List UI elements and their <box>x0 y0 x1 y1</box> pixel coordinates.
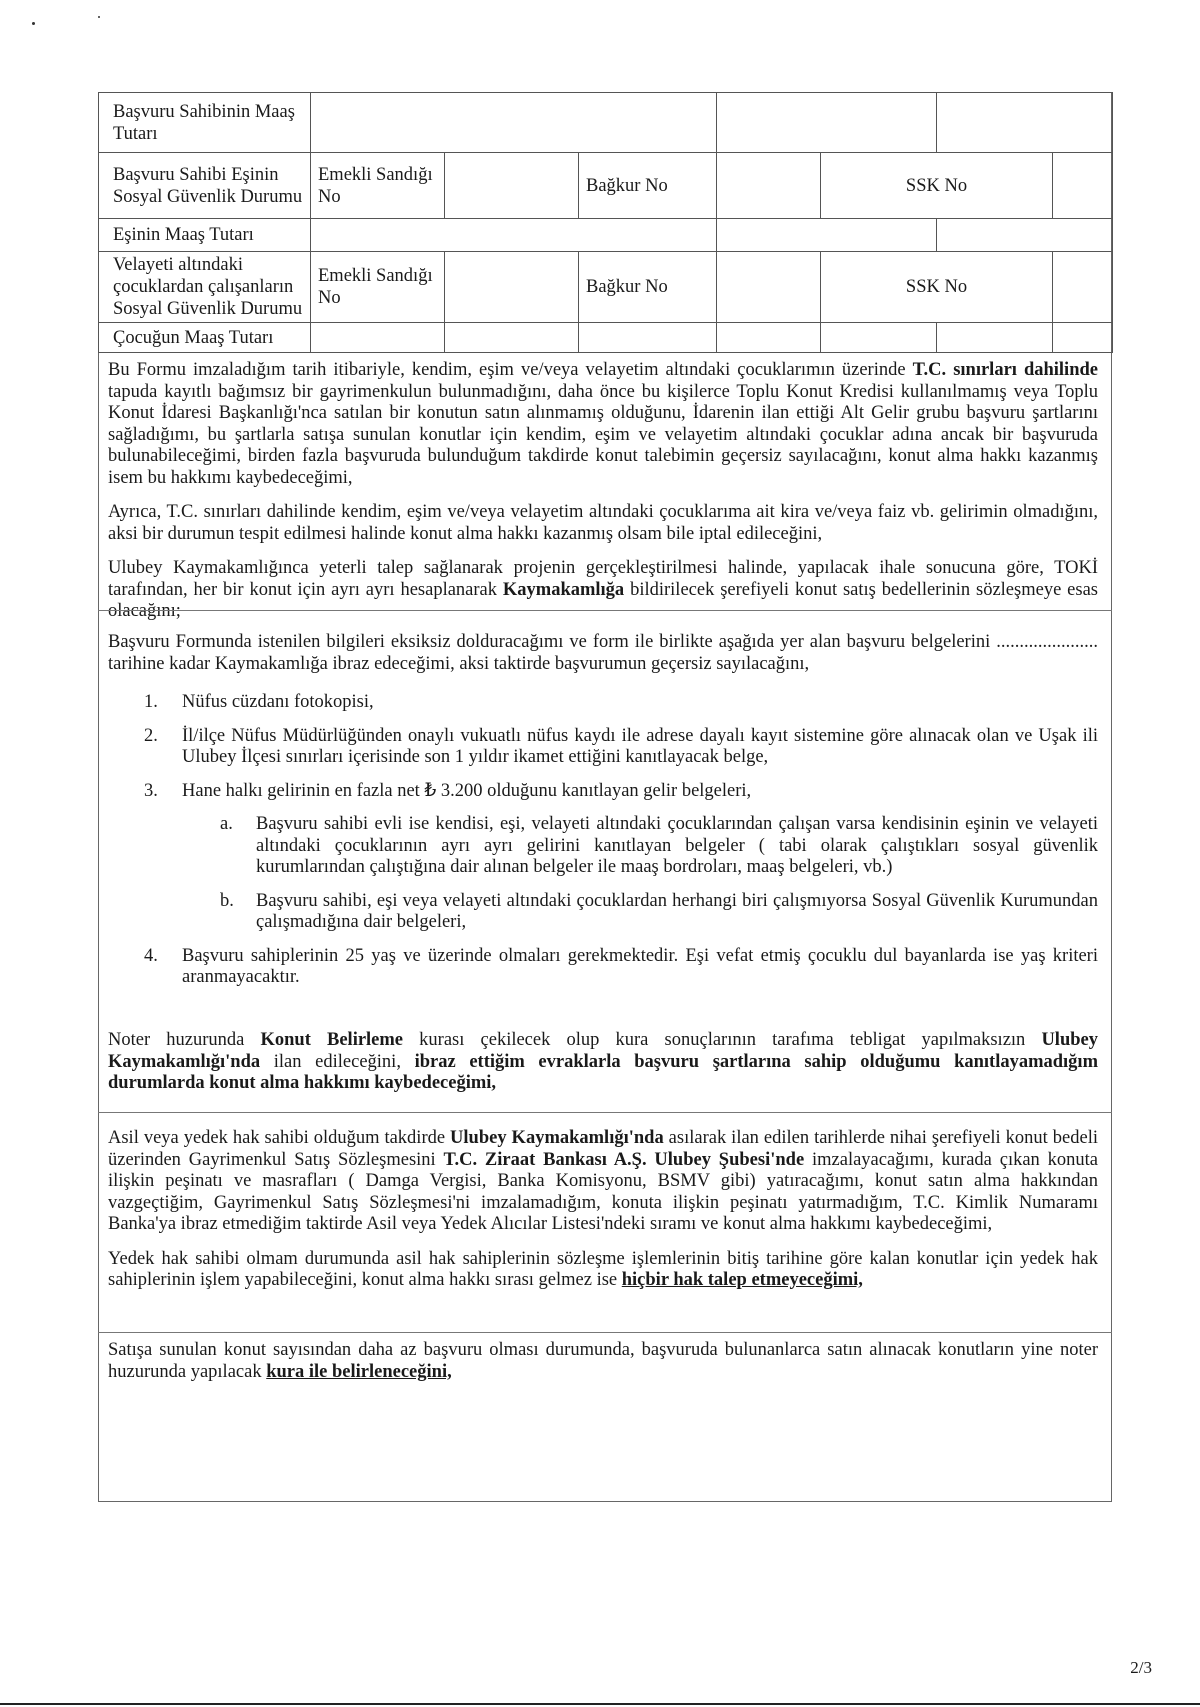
spouse-salary-value[interactable] <box>311 219 717 252</box>
sub-list-item: b. Başvuru sahibi, eşi veya velayeti altındaki çocuklardan herhangi biri çalışmıyorsa Sosyal Güvenlik Kurumundan çalışmadığına dair belgeleri, <box>220 890 1098 932</box>
scan-edge-line <box>0 1703 1200 1705</box>
row-children-social-security <box>99 252 1113 323</box>
children-emekli-label: Emekli Sandığı No <box>311 252 445 323</box>
documents-intro: Başvuru Formunda istenilen bilgileri eksiksiz dolduracağımı ve form ile birlikte aşağıda yer alan başvuru belgelerini ...................... tarihine kadar Kaymakamlığa ibraz edeceğimi, aksi taktirde başvurumun geçersiz sayılacağını, <box>108 632 1098 674</box>
spouse-ssk-value[interactable] <box>1053 153 1113 219</box>
row-child-salary <box>99 323 1113 353</box>
declaration-section <box>108 360 1098 636</box>
list-item: 3. Hane halkı gelirinin en fazla net ₺ 3.200 olduğunu kanıtlayan gelir belgeleri, <box>144 780 752 801</box>
section-divider <box>98 1332 1112 1333</box>
row-spouse-social-security <box>99 153 1113 219</box>
children-emekli-value[interactable] <box>445 252 579 323</box>
noter-section: Noter huzurunda Konut Belirleme kurası çekilecek olup kura sonuçlarının tarafıma tebligat yapılmaksızın Ulubey Kaymakamlığı'nda ilan edileceğini, ibraz ettiğim evraklarla başvuru şartlarına sahip olduğumu kanıtlayamadığım durumlarda konut alma hakkımı kaybedeceğimi, <box>108 1030 1098 1093</box>
satis-section: Satışa sunulan konut sayısından daha az başvuru olması durumunda, başvuruda bulunanlarca satın alınacak konutların yine noter huzurunda yapılacak kura ile belirleneceğini, <box>108 1340 1098 1382</box>
label-children-social-security: Velayeti altındaki çocuklardan çalışanların Sosyal Güvenlik Durumu <box>99 252 311 323</box>
label-applicant-salary: Başvuru Sahibinin Maaş Tutarı <box>99 93 311 153</box>
list-item: 4. Başvuru sahiplerinin 25 yaş ve üzerinde olmaları gerekmektedir. Eşi vefat etmiş çocuklu dul bayanlarda ise yaş kriteri aranmayacaktır. <box>144 945 1098 987</box>
applicant-salary-value[interactable] <box>311 93 717 153</box>
children-bagkur-value[interactable] <box>717 252 821 323</box>
row-spouse-salary <box>99 219 1113 252</box>
list-item: 2. İl/ilçe Nüfus Müdürlüğünden onaylı vukuatlı nüfus kaydı ile adrese dayalı kayıt sistemine göre alınacak olan ve Uşak ili Ulubey İlçesi sınırları içerisinde son 1 yıldır ikamet ettiğini kanıtlayacak belge, <box>144 725 1098 767</box>
section-divider <box>98 1112 1112 1113</box>
spouse-bagkur-label: Bağkur No <box>579 153 717 219</box>
asil-paragraph: Asil veya yedek hak sahibi olduğum takdirde Ulubey Kaymakamlığı'nda asılarak ilan edilen tarihlerde nihai şerefiyeli konut bedeli üzerinden Gayrimenkul Satış Sözleşmesini T.C. Ziraat Bankası A.Ş. Ulubey Şubesi'nde imzalayacağımı, kurada çıkan konuta ilişkin peşinatı ve masrafları ( Damga Vergisi, Banka Komisyonu, BSMV gibi) yatıracağımı, konut satın alma hakkından vazgeçtiğim, Gayrimenkul Satış Sözleşmesi'ni imzalamadığım, konuta ilişkin peşinatı yatırmadığım, T.C. Kimlik Numaramı Banka'ya ibraz etmediğim taktirde Asil veya Yedek Alıcılar Listesi'ndeki sıramı ve konut alma hakkımı kaybedeceğimi, <box>108 1128 1098 1234</box>
declaration-paragraph-3: Ulubey Kaymakamlığınca yeterli talep sağlanarak projenin gerçekleştirilmesi halinde, yapılacak ihale sonucuna göre, TOKİ tarafından, her bir konut için ayrı ayrı hesaplanarak Kaymakamlığa bildirilecek şerefiyeli konut satış bedellerinin sözleşmeye esas olacağını; <box>108 558 1098 621</box>
scan-speck <box>32 22 35 25</box>
asil-section <box>108 1128 1098 1305</box>
yedek-paragraph: Yedek hak sahibi olmam durumunda asil hak sahiplerinin sözleşme işlemlerinin bitiş tarihine göre kalan konutlar için yedek hak sahiplerinin işlem yapabileceğini, konut alma hakkı sırası gelmez ise hiçbir hak talep etmeyeceğimi, <box>108 1248 1098 1290</box>
required-documents-list <box>108 692 1098 1001</box>
children-ssk-label: SSK No <box>821 252 1053 323</box>
scan-speck <box>98 16 100 18</box>
label-spouse-salary: Eşinin Maaş Tutarı <box>99 219 311 252</box>
row-applicant-salary <box>99 93 1113 153</box>
children-bagkur-label: Bağkur No <box>579 252 717 323</box>
sub-list-item: a. Başvuru sahibi evli ise kendisi, eşi, velayeti altındaki çocuklarından çalışan varsa kendisinin eşinin ve velayeti altındaki çocuklarının ayrı ayrı gelirini kanıtlayan belgeler ( tabi olarak çalıştıkları sosyal güvenlik kurumlarından çalıştığına dair alınan belgeler ile maaş bordroları, maaş belgeleri, vb.) <box>220 814 1098 877</box>
label-spouse-social-security: Başvuru Sahibi Eşinin Sosyal Güvenlik Durumu <box>99 153 311 219</box>
section-divider <box>98 610 1112 611</box>
spouse-ssk-label: SSK No <box>821 153 1053 219</box>
list-item: 1. Nüfus cüzdanı fotokopisi, <box>144 692 374 712</box>
spouse-emekli-label: Emekli Sandığı No <box>311 153 445 219</box>
spouse-bagkur-value[interactable] <box>717 153 821 219</box>
label-child-salary: Çocuğun Maaş Tutarı <box>99 323 311 353</box>
children-ssk-value[interactable] <box>1053 252 1113 323</box>
social-security-table <box>98 92 1113 353</box>
page-number: 2/3 <box>1130 1658 1152 1677</box>
declaration-paragraph-2: Ayrıca, T.C. sınırları dahilinde kendim, eşim ve/veya velayetim altındaki çocuklarıma ait kira ve/veya faiz vb. gelirimin olmadığını, aksi bir durumun tespit edilmesi halinde konut alma hakkı kazanmış olsam bile iptal edileceğini, <box>108 502 1098 544</box>
declaration-paragraph-1: Bu Formu imzaladığım tarih itibariyle, kendim, eşim ve/veya velayetim altındaki çocuklarımın üzerinde T.C. sınırları dahilinde tapuda kayıtlı bağımsız bir gayrimenkulun bulunmadığını, daha önce bu kişilerce Toplu Konut Kredisi kullanılmamış veya Toplu Konut İdaresi Başkanlığı'nca satılan bir konutun satın alınmamış olduğunu, İdarenin ilan ettiği Alt Gelir grubu başvuru şartlarını sağladığımı, bu şartlarla satışa sunulan konutlar için kendim, eşim ve velayetim altındaki çocuklar adına ancak bir başvuruda bulunabileceğimi, birden fazla başvuruda bulunduğum takdirde konut talebimin geçersiz sayılacağını, konut alma hakkı kazanmış isem bu hakkımı kaybedeceğimi, <box>108 360 1098 488</box>
spouse-emekli-value[interactable] <box>445 153 579 219</box>
